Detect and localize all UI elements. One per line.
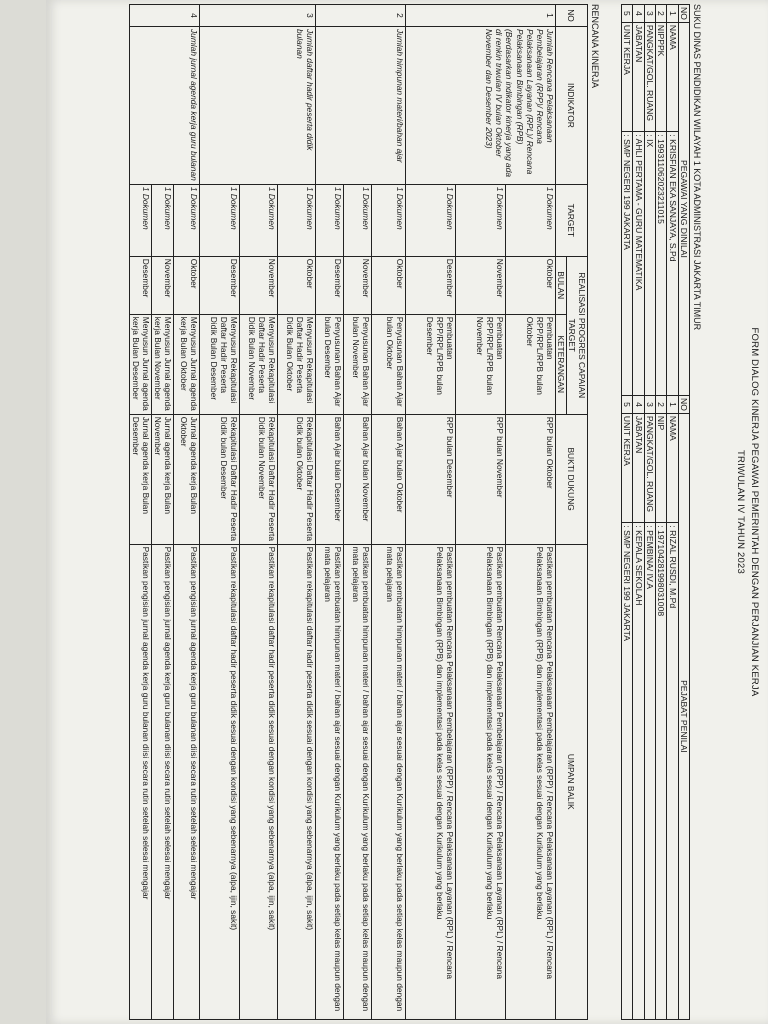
umpan-balik-cell: Pastikan pembuatan himpunan materi / bahan ajar sesuai dengan Kurikulum yang berlaku pada setiap kelas maupun dengan mata pelajaran — [371, 544, 405, 1019]
bukti-cell: Jurnal agenda kerja Bulan November — [151, 414, 173, 544]
penilai-no: 3 — [644, 396, 655, 414]
penilai-field-label: NIP — [656, 413, 667, 522]
umpan-balik-cell: Pastikan pembuatan himpunan materi / bahan ajar sesuai dengan Kurikulum yang berlaku pada setiap kelas maupun dengan mata pelajaran — [315, 544, 343, 1019]
table-row — [505, 5, 555, 1020]
table-row — [371, 5, 405, 1020]
performance-table — [129, 4, 588, 1020]
keterangan-cell: Menyusun Rekapitulasi Daftar Hadir Peserta Didik Bulan Desember — [199, 314, 239, 414]
umpan-balik-cell: Pastikan rekapitulasi daftar hadir peserta didik sesuai dengan kondisi yang sebenarnya (alpa, ijin, sakit) — [199, 544, 239, 1019]
pegawai-field-label: UNIT KERJA — [622, 22, 633, 131]
pegawai-no: 2 — [656, 5, 667, 23]
bukti-cell: Bahan Ajar bulan November — [343, 414, 371, 544]
target-cell: 1 Dokumen — [199, 184, 239, 256]
identity-row — [622, 5, 633, 1020]
identity-table — [621, 4, 690, 1020]
umpan-balik-cell: Pastikan rekapitulasi daftar hadir peserta didik sesuai dengan kondisi yang sebenarnya (alpa, ijin, sakit) — [239, 544, 277, 1019]
identity-row — [656, 5, 667, 1020]
indikator-cell: Jumlah daftar hadir peserta didik bulanan — [199, 26, 315, 184]
keterangan-cell: Menyusun Rekapitulasi Daftar Hadir Peserta Didik Bulan Oktober — [277, 314, 315, 414]
penilai-field-value: : KEPALA SEKOLAH — [633, 523, 644, 1020]
penilai-no: 2 — [656, 396, 667, 414]
bulan-cell: Oktober — [277, 256, 315, 314]
bukti-cell: Jurnal agenda kerja Bulan Oktober — [173, 414, 199, 544]
keterangan-cell: Menyusun Jurnal agenda kerja Bulan Oktober — [173, 314, 199, 414]
keterangan-cell: Penyusunan Bahan Ajar bulan Oktober — [371, 314, 405, 414]
identity-row — [644, 5, 655, 1020]
row-number: 1 — [405, 5, 555, 27]
umpan-balik-cell: Pastikan pembuatan himpunan materi / bahan ajar sesuai dengan Kurikulum yang berlaku pada setiap kelas maupun dengan mata pelajaran — [343, 544, 371, 1019]
table-header-row — [566, 5, 587, 1020]
bulan-cell: Desember — [315, 256, 343, 314]
bukti-cell: RPP bulan Oktober — [505, 414, 555, 544]
bukti-cell: RPP bulan November — [455, 414, 505, 544]
umpan-balik-cell: Pastikan pengisian jurnal agenda kerja guru bulanan diisi secara rutin setelah selesai mengajar — [151, 544, 173, 1019]
bulan-cell: November — [455, 256, 505, 314]
umpan-balik-cell: Pastikan rekapitulasi daftar hadir peserta didik sesuai dengan kondisi yang sebenarnya (alpa, ijin, sakit) — [277, 544, 315, 1019]
penilai-field-value: : RIZAL RUSDI, M.Pd — [667, 523, 678, 1020]
umpan-balik-cell: Pastikan pengisian jurnal agenda kerja guru bulanan diisi secara rutin setelah selesai mengajar — [129, 544, 151, 1019]
table-row — [173, 5, 199, 1020]
pegawai-no: 4 — [633, 5, 644, 23]
col-bukti: BUKTI DUKUNG — [555, 414, 587, 544]
target-cell: 1 Dokumen — [455, 184, 505, 256]
no-header: NO — [678, 396, 689, 414]
pegawai-field-value: : AHLI PERTAMA - GURU MATEMATIKA — [633, 132, 644, 396]
keterangan-cell: Menyusun Rekapitulasi Daftar Hadir Peserta Didik Bulan November — [239, 314, 277, 414]
penilai-field-label: JABATAN — [633, 413, 644, 522]
rotated-document — [48, 2, 768, 1022]
umpan-balik-cell: Pastikan pembuatan Rencana Pelaksanaan Pembelajaran (RPP) / Rencana Pelaksanaan Layanan (RPL) / Rencana Pelaksanaan Bimbingan (RPB) dan implementasi pada kelas sesuai dengan Kurikulum yang berlaku — [455, 544, 505, 1019]
bulan-cell: November — [343, 256, 371, 314]
pegawai-field-value: : SMP NEGERI 199 JAKARTA — [622, 132, 633, 396]
keterangan-cell: Menyusun Jurnal agenda kerja Bulan Desember — [129, 314, 151, 414]
agency-name: SUKU DINAS PENDIDIKAN WILAYAH 1 KOTA ADMINISTRASI JAKARTA TIMUR — [692, 4, 702, 331]
pegawai-field-value: : 199311062023211015 — [656, 132, 667, 396]
target-cell: 1 Dokumen — [129, 184, 151, 256]
bukti-cell: Rekapitulasi Daftar Hadir Peserta Didik bulan November — [239, 414, 277, 544]
bukti-cell: RPP bulan Desember — [405, 414, 455, 544]
row-number: 2 — [315, 5, 405, 27]
keterangan-cell: Menyusun Jurnal agenda kerja Bulan November — [151, 314, 173, 414]
identity-header-row — [678, 5, 689, 1020]
keterangan-cell: Pembuatan RPP/RPL/RPB bulan November — [455, 314, 505, 414]
bulan-cell: Oktober — [173, 256, 199, 314]
bukti-cell: Rekapitulasi Daftar Hadir Peserta Didik bulan Desember — [199, 414, 239, 544]
bukti-cell: Bahan Ajar bulan Oktober — [371, 414, 405, 544]
penilai-header: PEJABAT PENILAI — [678, 413, 689, 1019]
col-umpan: UMPAN BALIK — [555, 544, 587, 1019]
penilai-field-value: : SMP NEGERI 199 JAKARTA — [622, 523, 633, 1020]
pegawai-field-label: NIPPPK — [656, 22, 667, 131]
bulan-cell: Oktober — [371, 256, 405, 314]
pegawai-field-value: : KRISFIAN EKA SANJAYA, S.Pd — [667, 132, 678, 396]
rencana-kinerja-label: RENCANA KINERJA — [590, 4, 600, 89]
target-cell: 1 Dokumen — [343, 184, 371, 256]
keterangan-cell: Pembuatan RPP/RPL/RPB bulan Oktober — [505, 314, 555, 414]
table-row — [277, 5, 315, 1020]
penilai-field-value: : PEMBINA/ IV.A — [644, 523, 655, 1020]
bulan-cell: Desember — [129, 256, 151, 314]
penilai-field-label: UNIT KERJA — [622, 413, 633, 522]
document-title-block — [708, 2, 768, 1022]
target-cell: 1 Dokumen — [173, 184, 199, 256]
pegawai-no: 1 — [667, 5, 678, 23]
pegawai-field-label: PANGKAT/GOL. RUANG — [644, 22, 655, 131]
keterangan-cell: Penyusunan Bahan Ajar bulan Desember — [315, 314, 343, 414]
target-cell: 1 Dokumen — [405, 184, 455, 256]
target-cell: 1 Dokumen — [315, 184, 343, 256]
form-subtitle: TRIWULAN IV TAHUN 2023 — [735, 450, 746, 574]
pegawai-field-value: : IX — [644, 132, 655, 396]
indikator-cell: Jumlah jurnal agenda kerja guru bulanan — [129, 26, 199, 184]
pegawai-no: 3 — [644, 5, 655, 23]
penilai-no: 5 — [622, 396, 633, 414]
penilai-no: 1 — [667, 396, 678, 414]
col-target: TARGET — [555, 184, 587, 256]
keterangan-cell: Pembuatan RPP/RPL/RPB bulan Desember — [405, 314, 455, 414]
target-cell: 1 Dokumen — [277, 184, 315, 256]
bulan-cell: November — [151, 256, 173, 314]
pegawai-field-label: JABATAN — [633, 22, 644, 131]
bulan-cell: November — [239, 256, 277, 314]
pegawai-no: 5 — [622, 5, 633, 23]
bulan-cell: Desember — [199, 256, 239, 314]
col-keterangan: KETERANGAN — [555, 314, 566, 414]
bukti-cell: Rekapitulasi Daftar Hadir Peserta Didik bulan Oktober — [277, 414, 315, 544]
indikator-cell: Jumlah himpunan materi/bahan ajar — [315, 26, 405, 184]
target-cell: 1 Dokumen — [151, 184, 173, 256]
row-number: 4 — [129, 5, 199, 27]
col-realisasi: REALISASI PROGRES CAPAIAN TARGET — [566, 256, 587, 414]
bukti-cell: Bahan Ajar bulan Desember — [315, 414, 343, 544]
pegawai-header: PEGAWAI YANG DINILAI — [678, 22, 689, 395]
penilai-no: 4 — [633, 396, 644, 414]
penilai-field-label: PANGKAT/GOL. RUANG — [644, 413, 655, 522]
identity-row — [633, 5, 644, 1020]
row-number: 3 — [199, 5, 315, 27]
pegawai-field-label: NAMA — [667, 22, 678, 131]
indikator-cell: Jumlah Rencana Pelaksanaan Pembelajaran (RPP)/ Rencana Pelaksanaan Layanan (RPL)/ Rencana Pelaksanaan Bimbingan (RPB) (Berdasarkan indikator kinerja yang ada di renkin triwulan IV bulan Oktober November dan Desember 2023) — [405, 26, 555, 184]
penilai-field-label: NAMA — [667, 413, 678, 522]
umpan-balik-cell: Pastikan pengisian jurnal agenda kerja guru bulanan diisi secara rutin setelah selesai mengajar — [173, 544, 199, 1019]
bukti-cell: Jurnal agenda kerja Bulan Desember — [129, 414, 151, 544]
target-cell: 1 Dokumen — [371, 184, 405, 256]
no-header: NO — [678, 5, 689, 23]
bulan-cell: Desember — [405, 256, 455, 314]
col-bulan: BULAN — [555, 256, 566, 314]
bulan-cell: Oktober — [505, 256, 555, 314]
form-title: FORM DIALOG KINERJA PEGAWAI PEMERINTAH DENGAN PERJANJIAN KERJA — [749, 327, 760, 697]
umpan-balik-cell: Pastikan pembuatan Rencana Pelaksanaan Pembelajaran (RPP) / Rencana Pelaksanaan Layanan (RPL) / Rencana Pelaksanaan Bimbingan (RPB) dan implementasi pada kelas sesuai dengan Kurikulum yang berlaku — [405, 544, 455, 1019]
umpan-balik-cell: Pastikan pembuatan Rencana Pelaksanaan Pembelajaran (RPP) / Rencana Pelaksanaan Layanan (RPL) / Rencana Pelaksanaan Bimbingan (RPB) dan implementasi pada kelas sesuai dengan Kurikulum yang berlaku — [505, 544, 555, 1019]
keterangan-cell: Penyusunan Bahan Ajar bulan November — [343, 314, 371, 414]
target-cell: 1 Dokumen — [505, 184, 555, 256]
identity-row — [667, 5, 678, 1020]
target-cell: 1 Dokumen — [239, 184, 277, 256]
penilai-field-value: : 197104281998031008 — [656, 523, 667, 1020]
col-no: NO — [555, 5, 587, 27]
col-indikator: INDIKATOR — [555, 26, 587, 184]
